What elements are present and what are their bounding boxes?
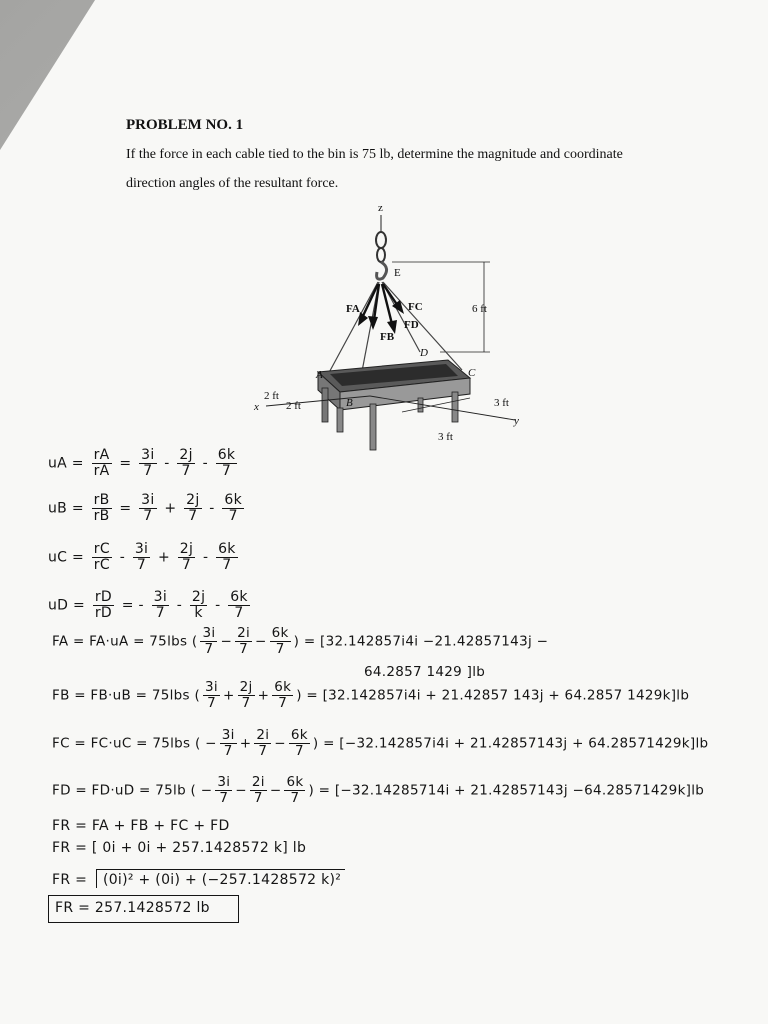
label-FB: FB <box>380 331 395 343</box>
force-FD: FD = FD·uD = 75lb ( − $\frac{3i}{7}$ − $\frac{2i}{7}$ − $\frac{6k}{7}$ ) = [−32.14285714i + 21.42857143j −64.28571429k]lb <box>52 774 705 806</box>
unit-vector-uD: uD = $\frac{rD}{rD}$ = - $\frac{3i}{7}$ - $\frac{2j}{k}$ - $\frac{6k}{7}$ <box>48 589 248 621</box>
label-FC: FC <box>408 301 423 313</box>
force-FB: FB = FB·uB = 75lbs ( $\frac{3i}{7}$ + $\frac{2j}{7}$ + $\frac{6k}{7}$ ) = [32.142857i4i + 21.42857 143j + 64.2857 1429k]lb <box>52 679 690 711</box>
resultant-sum: FR = FA + FB + FC + FD <box>52 818 230 834</box>
unit-vector-uA: uA = $\frac{rA}{rA}$ = $\frac{3i}{7}$ - $\frac{2j}{7}$ - $\frac{6k}{7}$ <box>48 447 236 479</box>
label-3ft-bottom: 3 ft <box>438 431 453 443</box>
hook-icon <box>377 262 387 279</box>
problem-line-2: direction angles of the resultant force. <box>126 176 339 191</box>
problem-title: PROBLEM NO. 1 <box>126 117 244 133</box>
unit-vector-uC: uC = $\frac{rC}{rC}$ - $\frac{3i}{7}$ + $\frac{2j}{7}$ - $\frac{6k}{7}$ <box>48 541 236 573</box>
label-6ft: 6 ft <box>472 303 487 315</box>
resultant-vector: FR = [ 0i + 0i + 257.1428572 k] lb <box>52 840 307 856</box>
label-FA: FA <box>346 303 360 315</box>
force-FA-line2: 64.2857 1429 ]lb <box>364 664 486 680</box>
label-y: y <box>514 415 519 427</box>
label-2ft-a: 2 ft <box>264 390 279 402</box>
label-3ft-right: 3 ft <box>494 397 509 409</box>
force-FA-line1: FA = FA·uA = 75lbs ( $\frac{3i}{7}$ − $\frac{2i}{7}$ − $\frac{6k}{7}$ ) = [32.142857i4i −21.42857143j − <box>52 625 549 657</box>
label-D: D <box>420 347 428 359</box>
chain-link-icon <box>376 232 386 248</box>
force-FC: FC = FC·uC = 75lbs ( − $\frac{3i}{7}$ + $\frac{2i}{7}$ − $\frac{6k}{7}$ ) = [−32.142857i4i + 21.42857143j + 64.28571429k]lb <box>52 727 709 759</box>
label-A: A <box>316 369 323 381</box>
unit-vector-uB: uB = $\frac{rB}{rB}$ = $\frac{3i}{7}$ + $\frac{2j}{7}$ - $\frac{6k}{7}$ <box>48 492 243 524</box>
resultant-answer-box <box>48 900 239 916</box>
label-E: E <box>394 267 401 279</box>
resultant-answer: FR = 257.1428572 lb <box>48 895 239 923</box>
label-C: C <box>468 367 476 379</box>
label-B: B <box>346 397 353 409</box>
problem-line-1: If the force in each cable tied to the bin is 75 lb, determine the magnitude and coordinate <box>126 147 623 162</box>
label-z: z <box>378 202 383 214</box>
resultant-magnitude-formula: FR = (0i)² + (0i) + (−257.1428572 k)² <box>52 872 345 888</box>
label-FD: FD <box>404 319 419 331</box>
label-2ft-b: 2 ft <box>286 400 301 412</box>
label-x: x <box>254 401 259 413</box>
